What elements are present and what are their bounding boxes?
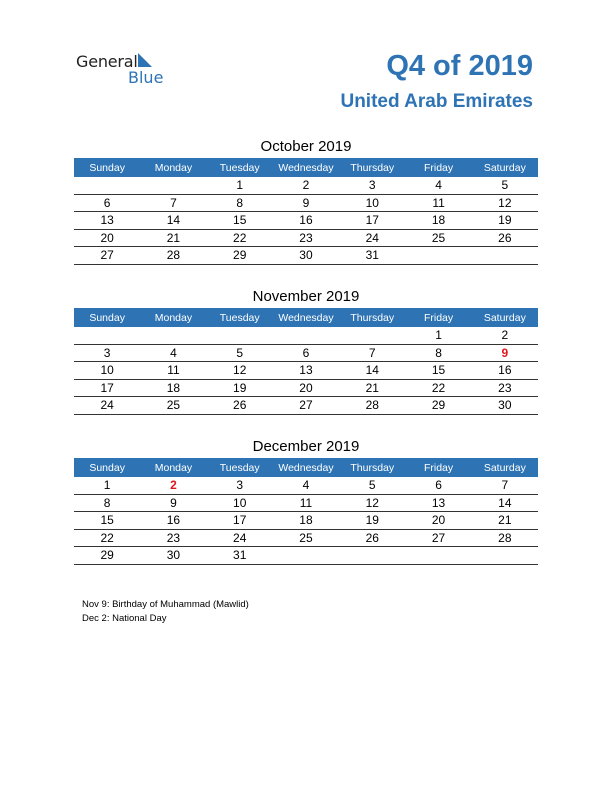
day-cell: 22 xyxy=(74,529,140,547)
weekday-header: Saturday xyxy=(472,158,538,177)
day-cell: 18 xyxy=(140,379,206,397)
holiday-notes xyxy=(82,598,249,626)
week-row xyxy=(74,327,538,344)
day-cell: 31 xyxy=(339,247,405,265)
weekday-header: Friday xyxy=(405,308,471,327)
day-cell: 9 xyxy=(140,494,206,512)
weekday-header: Wednesday xyxy=(273,458,339,477)
weekday-header: Monday xyxy=(140,458,206,477)
day-cell: 5 xyxy=(339,477,405,494)
day-cell: 7 xyxy=(140,194,206,212)
day-cell: 3 xyxy=(74,344,140,362)
weekday-header-row xyxy=(74,458,538,477)
weekday-header: Monday xyxy=(140,308,206,327)
day-cell: 26 xyxy=(472,229,538,247)
day-cell: 19 xyxy=(472,212,538,230)
day-cell: 16 xyxy=(472,362,538,380)
day-cell: 2 xyxy=(140,477,206,494)
day-cell: 30 xyxy=(140,547,206,565)
day-cell: 2 xyxy=(472,327,538,344)
day-cell: 3 xyxy=(339,177,405,194)
day-cell: 24 xyxy=(207,529,273,547)
day-cell: 7 xyxy=(339,344,405,362)
weekday-header: Wednesday xyxy=(273,308,339,327)
day-cell: 1 xyxy=(405,327,471,344)
weekday-header-row xyxy=(74,158,538,177)
day-cell: 10 xyxy=(74,362,140,380)
week-row xyxy=(74,512,538,530)
day-cell: 26 xyxy=(339,529,405,547)
day-cell: 6 xyxy=(273,344,339,362)
day-cell: 19 xyxy=(339,512,405,530)
day-cell: 17 xyxy=(207,512,273,530)
day-cell: 23 xyxy=(140,529,206,547)
month-grid xyxy=(74,458,538,565)
day-cell: 21 xyxy=(339,379,405,397)
day-cell: 17 xyxy=(339,212,405,230)
weekday-header-row xyxy=(74,308,538,327)
day-cell: 3 xyxy=(207,477,273,494)
day-cell: 15 xyxy=(207,212,273,230)
day-cell: 22 xyxy=(405,379,471,397)
day-cell: 5 xyxy=(207,344,273,362)
week-row xyxy=(74,362,538,380)
day-cell: 24 xyxy=(339,229,405,247)
day-cell: 11 xyxy=(140,362,206,380)
month-calendar-october xyxy=(74,136,538,265)
week-row xyxy=(74,247,538,265)
day-cell: 21 xyxy=(140,229,206,247)
brand-logo xyxy=(76,52,186,88)
empty-day-cell xyxy=(74,177,140,194)
empty-day-cell xyxy=(273,327,339,344)
day-cell: 20 xyxy=(273,379,339,397)
week-row xyxy=(74,529,538,547)
day-cell: 9 xyxy=(472,344,538,362)
day-cell: 8 xyxy=(74,494,140,512)
week-row xyxy=(74,379,538,397)
month-calendar-november xyxy=(74,286,538,415)
weekday-header: Friday xyxy=(405,158,471,177)
day-cell: 28 xyxy=(472,529,538,547)
day-cell: 28 xyxy=(339,397,405,415)
month-calendar-december xyxy=(74,436,538,565)
day-cell: 9 xyxy=(273,194,339,212)
day-cell: 12 xyxy=(339,494,405,512)
day-cell: 27 xyxy=(74,247,140,265)
day-cell: 20 xyxy=(405,512,471,530)
day-cell: 23 xyxy=(472,379,538,397)
day-cell: 19 xyxy=(207,379,273,397)
month-title: December 2019 xyxy=(252,438,360,455)
weekday-header: Wednesday xyxy=(273,158,339,177)
day-cell: 18 xyxy=(405,212,471,230)
week-row xyxy=(74,177,538,194)
month-grid xyxy=(74,158,538,265)
weekday-header: Tuesday xyxy=(207,308,273,327)
day-cell: 30 xyxy=(472,397,538,415)
day-cell: 15 xyxy=(74,512,140,530)
day-cell: 31 xyxy=(207,547,273,565)
day-cell: 22 xyxy=(207,229,273,247)
day-cell: 10 xyxy=(207,494,273,512)
logo-triangle-icon xyxy=(138,53,152,67)
week-row xyxy=(74,344,538,362)
day-cell: 25 xyxy=(140,397,206,415)
weekday-header: Sunday xyxy=(74,158,140,177)
day-cell: 29 xyxy=(207,247,273,265)
month-title: November 2019 xyxy=(252,288,360,305)
day-cell: 17 xyxy=(74,379,140,397)
week-row xyxy=(74,397,538,415)
day-cell: 25 xyxy=(273,529,339,547)
month-grid xyxy=(74,308,538,415)
weekday-header: Saturday xyxy=(472,458,538,477)
empty-day-cell xyxy=(74,327,140,344)
empty-day-cell xyxy=(207,327,273,344)
week-row xyxy=(74,477,538,494)
weekday-header: Tuesday xyxy=(207,458,273,477)
day-cell: 18 xyxy=(273,512,339,530)
empty-day-cell xyxy=(472,547,538,565)
week-row xyxy=(74,229,538,247)
day-cell: 13 xyxy=(273,362,339,380)
day-cell: 8 xyxy=(207,194,273,212)
brand-blue: Blue xyxy=(128,68,164,87)
week-row xyxy=(74,547,538,565)
day-cell: 29 xyxy=(74,547,140,565)
day-cell: 11 xyxy=(273,494,339,512)
empty-day-cell xyxy=(339,327,405,344)
day-cell: 7 xyxy=(472,477,538,494)
brand-general: General xyxy=(76,52,138,71)
day-cell: 6 xyxy=(74,194,140,212)
weekday-header: Friday xyxy=(405,458,471,477)
day-cell: 8 xyxy=(405,344,471,362)
day-cell: 6 xyxy=(405,477,471,494)
day-cell: 12 xyxy=(472,194,538,212)
day-cell: 16 xyxy=(140,512,206,530)
day-cell: 4 xyxy=(405,177,471,194)
day-cell: 4 xyxy=(273,477,339,494)
day-cell: 10 xyxy=(339,194,405,212)
weekday-header: Sunday xyxy=(74,458,140,477)
weekday-header: Tuesday xyxy=(207,158,273,177)
empty-day-cell xyxy=(405,247,471,265)
weekday-header: Saturday xyxy=(472,308,538,327)
day-cell: 30 xyxy=(273,247,339,265)
day-cell: 2 xyxy=(273,177,339,194)
day-cell: 13 xyxy=(405,494,471,512)
day-cell: 26 xyxy=(207,397,273,415)
country-name: United Arab Emirates xyxy=(340,91,533,112)
day-cell: 4 xyxy=(140,344,206,362)
empty-day-cell xyxy=(273,547,339,565)
day-cell: 28 xyxy=(140,247,206,265)
day-cell: 15 xyxy=(405,362,471,380)
day-cell: 12 xyxy=(207,362,273,380)
weekday-header: Monday xyxy=(140,158,206,177)
day-cell: 25 xyxy=(405,229,471,247)
day-cell: 16 xyxy=(273,212,339,230)
empty-day-cell xyxy=(339,547,405,565)
week-row xyxy=(74,212,538,230)
day-cell: 14 xyxy=(339,362,405,380)
day-cell: 14 xyxy=(472,494,538,512)
empty-day-cell xyxy=(140,327,206,344)
week-row xyxy=(74,194,538,212)
weekday-header: Thursday xyxy=(339,308,405,327)
day-cell: 20 xyxy=(74,229,140,247)
empty-day-cell xyxy=(140,177,206,194)
day-cell: 27 xyxy=(405,529,471,547)
week-row xyxy=(74,494,538,512)
day-cell: 24 xyxy=(74,397,140,415)
holiday-note: Dec 2: National Day xyxy=(82,613,167,624)
day-cell: 11 xyxy=(405,194,471,212)
day-cell: 1 xyxy=(207,177,273,194)
day-cell: 27 xyxy=(273,397,339,415)
day-cell: 13 xyxy=(74,212,140,230)
month-title: October 2019 xyxy=(260,138,352,155)
day-cell: 14 xyxy=(140,212,206,230)
page-title: Q4 of 2019 xyxy=(386,50,533,82)
weekday-header: Sunday xyxy=(74,308,140,327)
weekday-header: Thursday xyxy=(339,458,405,477)
day-cell: 1 xyxy=(74,477,140,494)
day-cell: 29 xyxy=(405,397,471,415)
weekday-header: Thursday xyxy=(339,158,405,177)
day-cell: 5 xyxy=(472,177,538,194)
day-cell: 23 xyxy=(273,229,339,247)
empty-day-cell xyxy=(405,547,471,565)
holiday-note: Nov 9: Birthday of Muhammad (Mawlid) xyxy=(82,599,249,610)
empty-day-cell xyxy=(472,247,538,265)
day-cell: 21 xyxy=(472,512,538,530)
